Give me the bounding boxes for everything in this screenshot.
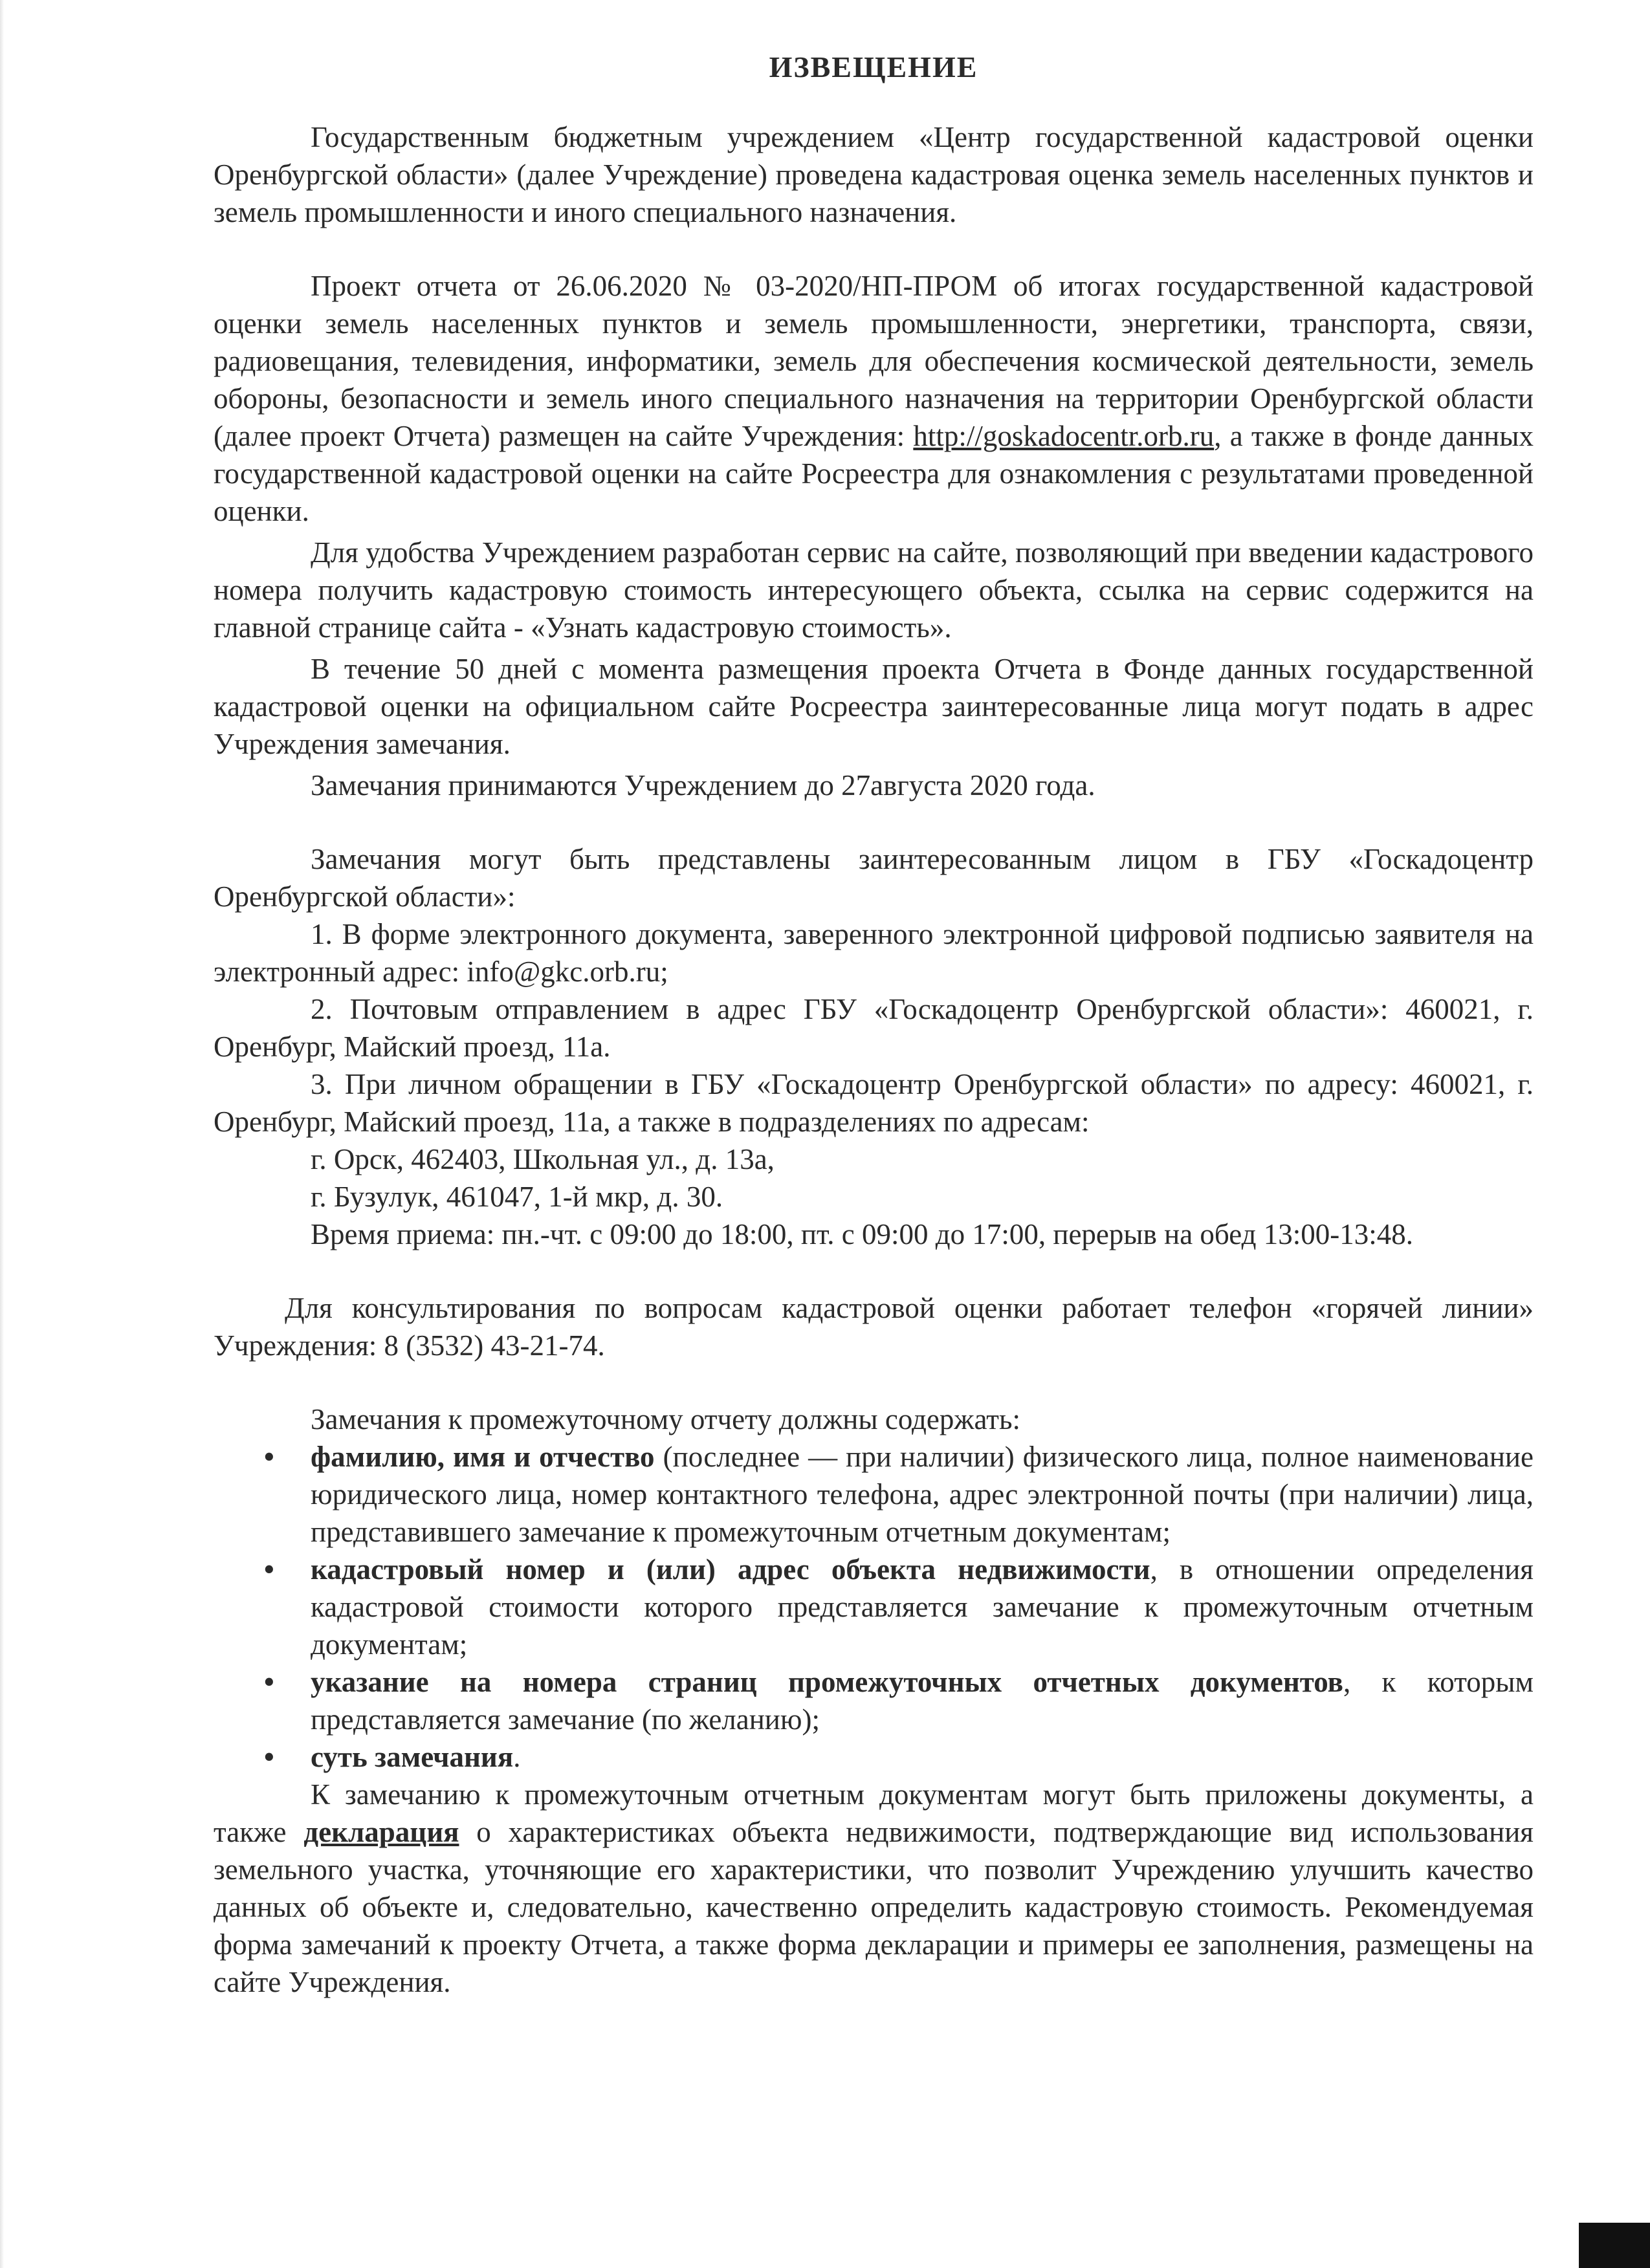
requirements-list	[214, 1438, 1534, 1776]
document-title: ИЗВЕЩЕНИЕ	[769, 50, 978, 83]
requirement-item-pages: • указание на номера страниц промежуточных отчетных документов, к которым представляется замечание (по желанию);	[214, 1663, 1534, 1738]
submission-item-post: 2. Почтовым отправлением в адрес ГБУ «Госкадоцентр Оренбургской области»: 460021, г. Оренбург, Майский проезд, 11а.	[214, 993, 1534, 1063]
declaration-term: декларация	[303, 1816, 459, 1848]
paragraph-service: Для удобства Учреждением разработан сервис на сайте, позволяющий при введении кадастрового номера получить кадастровую стоимость интересующего объекта, ссылка на сервис содержится на главной странице сайта - «Узнать кадастровую стоимость».	[214, 536, 1534, 644]
scan-edge	[0, 0, 4, 2268]
paragraph-attachments: К замечанию к промежуточным отчетным документам могут быть приложены документы, а также декларация о характеристиках объекта недвижимости, подтверждающие вид использования земельного участка, уточняющие его характеристики, что позволит Учреждению улучшить качество данных об объекте и, следовательно, качественно определить кадастровую стоимость. Рекомендуемая форма замечаний к проекту Отчета, а также форма декларации и примеры ее заполнения, размещены на сайте Учреждения.	[214, 1778, 1534, 1998]
bullet-icon: •	[264, 1741, 274, 1773]
paragraph-submission-ways: Замечания могут быть представлены заинтересованным лицом в ГБУ «Госкадоцентр Оренбургской области»:	[214, 843, 1534, 913]
address-orsk: г. Орск, 462403, Школьная ул., д. 13а,	[311, 1143, 775, 1175]
bullet-icon: •	[264, 1666, 274, 1698]
bullet-icon: •	[264, 1553, 274, 1586]
requirement-item-cadastral: • кадастровый номер и (или) адрес объекта недвижимости, в отношении определения кадастровой стоимости которого представляется замечание к промежуточным отчетным документам;	[214, 1551, 1534, 1663]
submission-item-personal: 3. При личном обращении в ГБУ «Госкадоцентр Оренбургской области» по адресу: 460021, г. Оренбург, Майский проезд, 11а, а также в подразделениях по адресам:	[214, 1068, 1534, 1138]
paragraph-intro: Государственным бюджетным учреждением «Центр государственной кадастровой оценки Оренбургской области» (далее Учреждение) проведена кадастровая оценка земель населенных пунктов и земель промышленности и иного специального назначения.	[214, 121, 1534, 228]
scan-edge-mark	[1579, 2223, 1650, 2268]
document-page	[214, 49, 1534, 2001]
paragraph-deadline: В течение 50 дней с момента размещения проекта Отчета в Фонде данных государственной кадастровой оценки на официальном сайте Росреестра заинтересованные лица могут подать в адрес Учреждения замечания.	[214, 653, 1534, 760]
paragraph-must-contain: Замечания к промежуточному отчету должны содержать:	[311, 1403, 1020, 1435]
requirement-item-name: • фамилию, имя и отчество (последнее — при наличии) физического лица, полное наименование юридического лица, номер контактного телефона, адрес электронной почты (при наличии) лица, представившего замечание к промежуточным отчетным документам;	[214, 1438, 1534, 1551]
address-buzuluk: г. Бузулук, 461047, 1-й мкр, д. 30.	[311, 1181, 723, 1213]
submission-item-email: 1. В форме электронного документа, заверенного электронной цифровой подписью заявителя на электронный адрес: info@gkc.orb.ru;	[214, 918, 1534, 988]
paragraph-accepted-until: Замечания принимаются Учреждением до 27августа 2020 года.	[311, 769, 1095, 801]
website-link[interactable]: http://goskadocentr.orb.ru	[913, 420, 1215, 452]
reception-hours: Время приема: пн.-чт. с 09:00 до 18:00, пт. с 09:00 до 17:00, перерыв на обед 13:00-13:48.	[311, 1218, 1414, 1250]
bullet-icon: •	[264, 1441, 274, 1473]
paragraph-hotline: Для консультирования по вопросам кадастровой оценки работает телефон «горячей линии» Учреждения: 8 (3532) 43-21-74.	[214, 1292, 1534, 1362]
requirement-item-essence: • суть замечания.	[214, 1738, 1534, 1776]
paragraph-project-report: Проект отчета от 26.06.2020 № 03-2020/НП-ПРОМ об итогах государственной кадастровой оценки земель населенных пунктов и земель промышленности, энергетики, транспорта, связи, радиовещания, телевидения, информатики, земель для обеспечения космической деятельности, земель обороны, безопасности и земель иного специального назначения на территории Оренбургской области (далее проект Отчета) размещен на сайте Учреждения: http://goskadocentr.orb.ru, а также в фонде данных государственной кадастровой оценки на сайте Росреестра для ознакомления с результатами проведенной оценки.	[214, 270, 1534, 527]
